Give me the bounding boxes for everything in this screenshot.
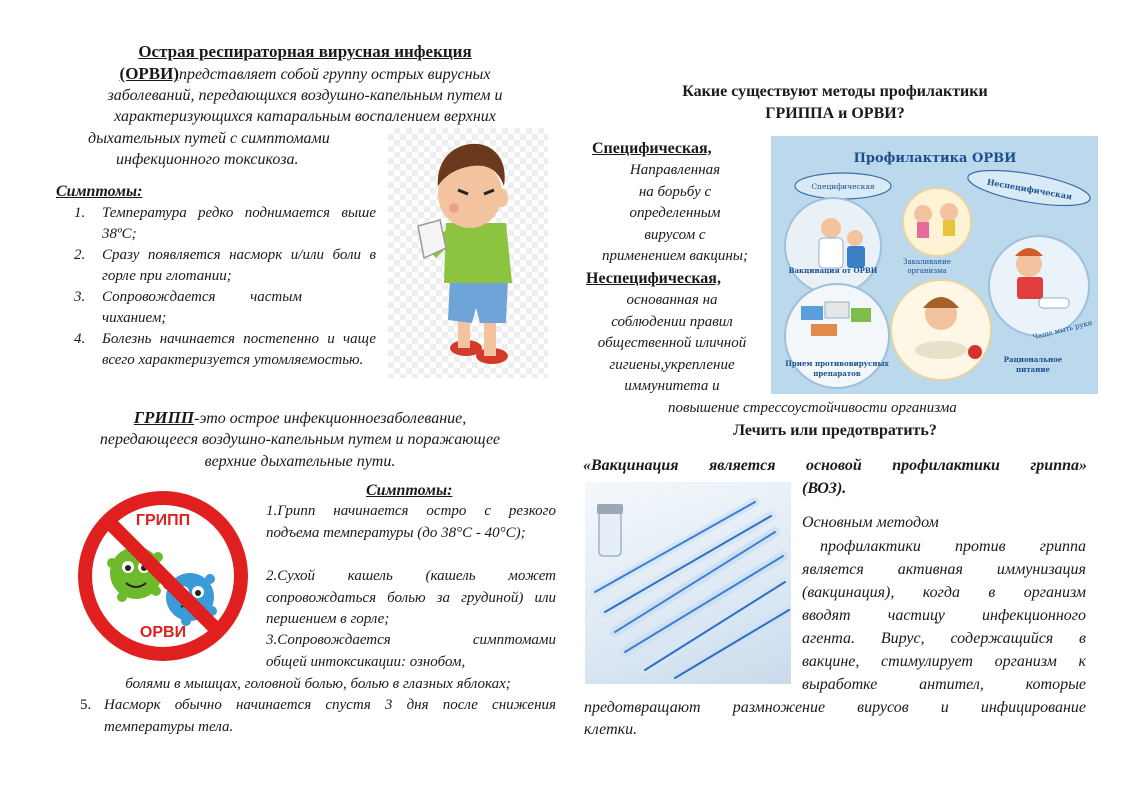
who-quote-source: (ВОЗ). bbox=[802, 480, 847, 497]
orvi-line-3: характеризующихся катаральным воспалением верхних bbox=[114, 108, 496, 125]
list-item: 1. Температура редко поднимается выше 38ºС; bbox=[74, 205, 376, 242]
sneezing-boy-illustration bbox=[388, 128, 548, 378]
methods-title-line-1: Какие существуют методы профилактики bbox=[682, 83, 988, 100]
poster-tag-specific: Специфическая bbox=[811, 182, 875, 191]
flu-symptom-3b: общей интоксикации: ознобом, bbox=[266, 654, 466, 670]
prevention-poster bbox=[771, 136, 1098, 394]
symptoms-heading-flu: Симптомы: bbox=[366, 482, 453, 499]
poster-hardening-2: организма bbox=[907, 267, 947, 275]
main-method-lead: Основным методом bbox=[802, 514, 939, 531]
flu-symptom-1: 1.Грипп начинается остро с резкого подъема температуры (до 38°С - 40°С); bbox=[266, 503, 556, 541]
flu-symptom-5: 5. Насморк обычно начинается спустя 3 дня после снижения температуры тела. bbox=[80, 697, 556, 735]
nonspecific-heading: Неспецифическая, bbox=[586, 270, 721, 287]
orvi-line-5: инфекционного токсикоза. bbox=[116, 151, 299, 168]
sign-bottom-label: ОРВИ bbox=[139, 624, 187, 641]
poster-meds-1: Прием противовирусных bbox=[785, 359, 889, 368]
list-item: 3. Сопровождается частым чиханием; bbox=[74, 289, 302, 326]
flu-line-2: передающееся воздушно-капельным путем и поражающее bbox=[99, 431, 501, 448]
flu-symptom-3c: болями в мышцах, головной болью, болью в глазных яблоках; bbox=[125, 676, 511, 692]
poster-vaccination: Вакцинация от ОРВИ bbox=[788, 266, 878, 275]
poster-food-1: Рациональное bbox=[1003, 355, 1063, 364]
symptoms-list-orvi bbox=[74, 203, 376, 371]
nonspecific-description: основанная на соблюдении правил общественной иличной гигиены,укрепление иммунитета и bbox=[597, 292, 747, 395]
no-flu-sign-illustration bbox=[74, 487, 252, 665]
syringes-photo bbox=[585, 482, 791, 684]
orvi-title: Острая респираторная вирусная инфекция bbox=[138, 42, 472, 61]
poster-hardening-1: Закаливание bbox=[903, 258, 951, 266]
orvi-line-4: дыхательных путей с симптомами bbox=[88, 130, 330, 147]
orvi-line-1-text: представляет собой группу острых вирусных bbox=[179, 66, 491, 83]
symptoms-heading-orvi: Симптомы: bbox=[56, 183, 143, 200]
orvi-line-1 bbox=[60, 63, 550, 86]
main-method-end: клетки. bbox=[584, 721, 638, 738]
flu-word: ГРИПП bbox=[133, 408, 195, 427]
nonspecific-tail: повышение стрессоустойчивости организма bbox=[668, 400, 957, 416]
orvi-line-2: заболеваний, передающихся воздушно-капельным путем и bbox=[107, 87, 503, 104]
list-item: 2. Сразу появляется насморк и/или боли в горле при глотании; bbox=[74, 247, 376, 284]
poster-meds-2: препаратов bbox=[813, 369, 861, 378]
flu-symptom-2: 2.Сухой кашель (кашель может сопровождаться болью за грудиной) или першением в горле; bbox=[266, 568, 556, 627]
flu-line-3: верхние дыхательные пути. bbox=[204, 453, 396, 470]
orvi-abbr: (ОРВИ) bbox=[119, 64, 180, 83]
poster-food-2: питание bbox=[1016, 365, 1050, 374]
treat-or-prevent-title: Лечить или предотвратить? bbox=[733, 422, 937, 439]
sign-top-label: ГРИПП bbox=[135, 512, 191, 529]
methods-title-line-2: ГРИППА и ОРВИ? bbox=[765, 105, 905, 122]
main-method-tail: предотвращают размножение вирусов и инфицирование bbox=[584, 699, 1086, 716]
flu-line-1 bbox=[60, 407, 540, 430]
specific-heading: Специфическая, bbox=[592, 140, 712, 157]
specific-description: Направленная на борьбу с определенным вирусом с применением вакцины; bbox=[602, 162, 748, 265]
flu-symptom-3a: 3.Сопровождается симптомами bbox=[266, 632, 556, 648]
poster-title: Профилактика ОРВИ bbox=[853, 151, 1017, 166]
list-item: 4. Болезнь начинается постепенно и чаще всего характеризуется утомляемостью. bbox=[74, 331, 376, 368]
who-quote: «Вакцинация является основой профилактики гриппа» bbox=[583, 457, 1087, 474]
flu-line-1-text: -это острое инфекционноезаболевание, bbox=[194, 410, 467, 427]
poster-wash-hands: Чаще мыть руки bbox=[1031, 318, 1094, 342]
poster-tag-nonspecific: Неспецифическая bbox=[986, 176, 1073, 202]
main-method-paragraph: профилактики против гриппа является активная иммунизация (вакцинация), когда в организм вводят частицу инфекционного агента. Вирус, содержащийся в вакцине, стимулирует организм к выработке антител, которые bbox=[802, 538, 1086, 693]
